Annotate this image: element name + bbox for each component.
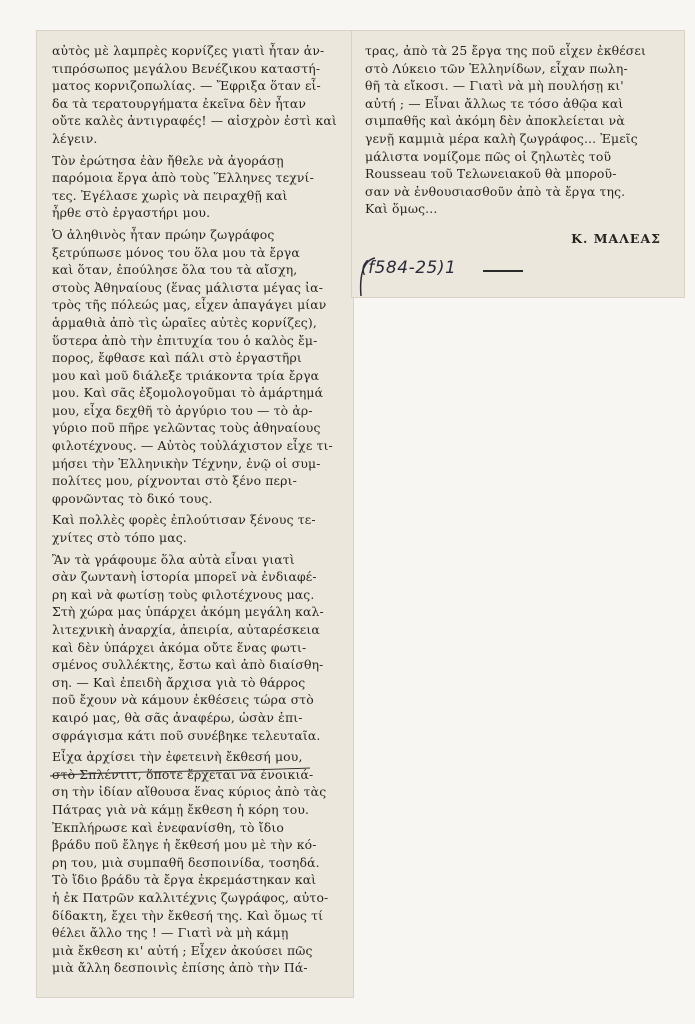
left_column-text-line: στὸ Σπλέντιτ, ὅποτε ἔρχεται νὰ ἐνοικιά- bbox=[52, 766, 314, 782]
left_column-text-line: ποῦ ἔχουν νὰ κάμουν ἐκθέσεις τώρα στὸ bbox=[52, 692, 314, 708]
left_column-text-line: ἡ ἐκ Πατρῶν καλλιτέχνις ζωγράφος, αὐτο- bbox=[52, 889, 329, 905]
right_column-text-line: Rousseau τοῦ Τελωνειακοῦ θὰ μποροῦ- bbox=[365, 166, 617, 182]
left_column-text-line: μου. Καὶ σᾶς ἐξομολογοῦμαι τὸ ἁμάρτημά bbox=[52, 385, 324, 401]
left_column-text-line: φιλοτέχνους. — Αὐτὸς τοὐλάχιστον εἶχε τι- bbox=[52, 438, 333, 454]
clipping-right-column bbox=[351, 30, 685, 298]
left_column-text-line: ὕστερα ἀπὸ τὴν ἐπιτυχία του ὁ καλὸς ἔμ- bbox=[52, 332, 318, 348]
left_column-text-line: οὔτε καλὲς ἀντιγραφές! — αἰσχρὸν ἐστὶ καὶ bbox=[52, 113, 337, 129]
left_column-text-line: ἁρμαθιὰ ἀπὸ τὶς ὡραῖες αὐτὲς κορνίζες), bbox=[52, 314, 317, 330]
right_column-text-line: γενῇ καμμιὰ μέρα καλὴ ζωγράφος... Ἐμεῖς bbox=[365, 130, 638, 146]
left_column-text-line: τες. Ἐγέλασε χωρὶς νὰ πειραχθῇ καὶ bbox=[52, 187, 288, 203]
left_column-text-line: μου, εἶχα δεχθῆ τὸ ἀργύριο του — τὸ ἀρ- bbox=[52, 402, 313, 418]
handwritten-dash bbox=[483, 270, 523, 272]
left_column-text-line: λέγειν. bbox=[52, 130, 98, 146]
left_column-text-line: Πάτρας γιὰ νὰ κάμῃ ἔκθεση ἡ κόρη του. bbox=[52, 801, 310, 817]
left_column-text-line: καιρό μας, θὰ σᾶς ἀναφέρω, ὡσὰν ἐπι- bbox=[52, 709, 303, 725]
left_column-text-line: μιὰ ἄλλη δεσποινὶς ἐπίσης ἀπὸ τὴν Πά- bbox=[52, 960, 308, 976]
left_column-text-line: Τὸν ἐρώτησα ἐὰν ἤθελε νὰ ἀγοράσῃ bbox=[52, 152, 284, 168]
left_column-text-line: δα τὰ τερατουργήματα ἐκεῖνα δὲν ἦταν bbox=[52, 95, 307, 111]
right_column-text-line: θῆ τὰ εἴκοσι. — Γιατὶ νὰ μὴ πουλήσῃ κι' bbox=[365, 78, 624, 94]
left_column-text-line: πορος, ἔφθασε καὶ πάλι στὸ ἐργαστῆρι bbox=[52, 350, 302, 366]
left_column-text-line: Ἐκπλήρωσε καὶ ἐνεφανίσθη, τὸ ἴδιο bbox=[52, 819, 284, 835]
left_column-text-line: τιπρόσωπος μεγάλου Βενέζικου καταστή- bbox=[52, 60, 321, 76]
right_column-text-line: σαν νὰ ἐνθουσιασθοῦν ἀπὸ τὰ ἔργα της. bbox=[365, 183, 626, 199]
right_column-text-line: Καὶ ὅμως... bbox=[365, 201, 438, 217]
left_column-text-line: μου καὶ μοῦ διάλεξε τριάκοντα τρία ἔργα bbox=[52, 367, 320, 383]
left_column-text-line: ξετρύπωσε μόνος του ὅλα μου τὰ ἔργα bbox=[52, 244, 300, 260]
left_column-text-line: ση. — Καὶ ἐπειδὴ ἄρχισα γιὰ τὸ θάρρος bbox=[52, 674, 306, 690]
left_column-text-line: μιὰ ἔκθεση κι' αὐτή ; Εἶχεν ἀκούσει πῶς bbox=[52, 942, 313, 958]
archive-handwritten-note: (f584-25)1 bbox=[361, 258, 457, 278]
left_column-text-line: ρη καὶ νὰ φωτίσῃ τοὺς φιλοτέχνους μας. bbox=[52, 586, 315, 602]
left_column-text-line: δίδακτη, ἔχει τὴν ἔκθεσή της. Καὶ ὅμως τί bbox=[52, 907, 324, 923]
left_column-text-line: ἦρθε στὸ ἐργαστήρι μου. bbox=[52, 205, 211, 221]
right_column-text-line: μάλιστα νομίζομε πῶς οἱ ζηλωτὲς τοῦ bbox=[365, 148, 612, 164]
right_column-text-line: αὐτή ; — Εἶναι ἄλλως τε τόσο ἀθῷα καὶ bbox=[365, 95, 624, 111]
left_column-text-line: στοὺς Ἀθηναίους (ἕνας μάλιστα μέγας ἰα- bbox=[52, 279, 324, 295]
left_column-text-line: ση τὴν ἰδίαν αἴθουσα ἕνας κύριος ἀπὸ τὰς bbox=[52, 784, 327, 800]
left_column-text-line: γύριο ποῦ πῆρε γελῶντας τοὺς ἀθηναίους bbox=[52, 420, 321, 436]
author-signature: Κ. ΜΑΛΕΑΣ bbox=[571, 231, 661, 246]
right_column-text-line: σιμπαθῆς καὶ ἀκόμη δὲν ἀποκλείεται νὰ bbox=[365, 113, 625, 129]
left_column-text-line: μήσει τὴν Ἑλληνικὴν Τέχνην, ἐνῷ οἱ συμ- bbox=[52, 455, 321, 471]
left_column-text-line: Ἂν τὰ γράφουμε ὅλα αὐτὰ εἶναι γιατὶ bbox=[52, 551, 295, 567]
left_column-text-line: βράδυ ποῦ ἔληγε ἡ ἔκθεσή μου μὲ τὴν κό- bbox=[52, 837, 317, 853]
left_column-text-line: ματος κορνιζοπωλίας. — Ἔφριξα ὅταν εἶ- bbox=[52, 78, 321, 94]
left_column-text-line: φρονῶντας τὸ δικό τους. bbox=[52, 490, 213, 506]
clipping-left-column bbox=[36, 30, 354, 998]
left_column-text-line: Τὸ ἴδιο βράδυ τὰ ἔργα ἐκρεμάστηκαν καὶ bbox=[52, 872, 317, 888]
left_column-text-line: Ὁ ἀληθινὸς ἦταν πρώην ζωγράφος bbox=[52, 226, 275, 242]
left_column-text-line: καὶ ὅταν, ἐπούλησε ὅλα του τὰ αἴσχη, bbox=[52, 262, 298, 278]
left_column-text-line: καὶ δὲν ὑπάρχει ἀκόμα οὔτε ἕνας φωτι- bbox=[52, 639, 307, 655]
left_column-text-line: σὰν ζωντανὴ ἱστορία μπορεῖ νὰ ἐνδιαφέ- bbox=[52, 569, 317, 585]
left_column-text-line: παρόμοια ἔργα ἀπὸ τοὺς Ἕλληνες τεχνί- bbox=[52, 170, 314, 186]
left_column-text-line: χνίτες στὸ τόπο μας. bbox=[52, 530, 187, 546]
left_column-text-line: Καὶ πολλὲς φορὲς ἐπλούτισαν ξένους τε- bbox=[52, 512, 316, 528]
left_column-text-line: τρὸς τῆς πόλεώς μας, εἶχεν ἀπαγάγει μίαν bbox=[52, 297, 327, 313]
left_column-text-line: λιτεχνικὴ ἀναρχία, ἀπειρία, αὐταρέσκεια bbox=[52, 622, 320, 637]
left_column-text-line: πολίτες μου, ρίχνονται στὸ ξένο περι- bbox=[52, 473, 297, 489]
right_column-text-line: τρας, ἀπὸ τὰ 25 ἔργα της ποῦ εἶχεν ἐκθέσει bbox=[365, 43, 646, 58]
left_column-text-line: σφράγισμα κάτι ποῦ συνέβηκε τελευταῖα. bbox=[52, 727, 321, 743]
right_column-text-line: στὸ Λύκειο τῶν Ἑλληνίδων, εἶχαν πωλη- bbox=[365, 60, 628, 76]
left_column-text-line: Εἶχα ἀρχίσει τὴν ἐφετεινὴ ἔκθεσή μου, bbox=[52, 749, 303, 765]
left_column-text-line: Στὴ χώρα μας ὑπάρχει ἀκόμη μεγάλη καλ- bbox=[52, 604, 324, 620]
left_column-text-line: θέλει ἄλλο της ! — Γιατὶ νὰ μὴ κάμῃ bbox=[52, 925, 289, 941]
left_column-text-line: σμένος συλλέκτης, ἔστω καὶ ἀπὸ διαίσθη- bbox=[52, 657, 324, 673]
left_column-text-line: αὐτὸς μὲ λαμπρὲς κορνίζες γιατὶ ἦταν ἀν- bbox=[52, 43, 325, 58]
left_column-text-line: ρη του, μιὰ συμπαθῆ δεσποινίδα, τοσηδά. bbox=[52, 854, 320, 870]
